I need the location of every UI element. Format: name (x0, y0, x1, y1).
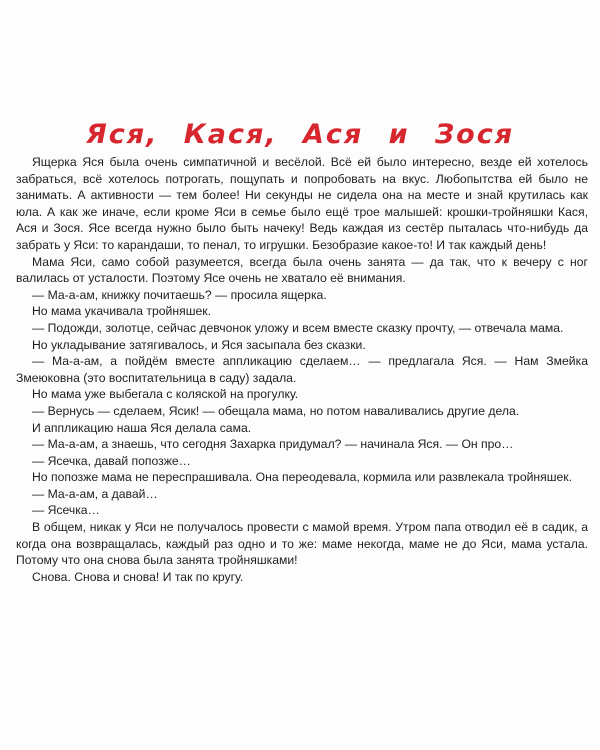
paragraph: Ящерка Яся была очень симпатичной и весёлой. Всё ей было интересно, везде ей хотелось забраться, всё хотелось потрогать, пощупать и попробовать на вкус. Любопытства ей было не занимать. А активности — тем более! Ни секунды не сидела она на месте и знай крутилась как юла. А как же иначе, если кроме Яси в семье было ещё трое малышей: крошки-тройняшки Кася, Ася и Зося. Ясе всегда нужно было быть начеку! Ведь каждая из сестёр пыталась что-нибудь да забрать у Яси: то карандаши, то пенал, то игрушки. Безобразие какое-то! И так каждый день! (16, 155, 588, 252)
dialogue-line: — Ма-а-ам, а давай… (32, 486, 158, 501)
dialogue-line: — Ма-а-ам, а знаешь, что сегодня Захарка придумал? — начинала Яся. — Он про… (32, 437, 514, 452)
paragraph: Снова. Снова и снова! И так по кругу. (32, 569, 244, 584)
dialogue-line: — Ма-а-ам, книжку почитаешь? — просила ящерка. (32, 287, 327, 302)
paragraph: Но попозже мама не переспрашивала. Она переодевала, кормила или развлекала тройняшек. (32, 470, 573, 485)
paragraph: В общем, никак у Яси не получалось провести с мамой время. Утром папа отводил её в садик, а когда она возвращалась, каждый раз одно и то же: маме некогда, маме не до Яси, мама устала. Потому что она снова была занята тройняшками! (16, 520, 588, 568)
dialogue-line: — Ясечка… (32, 503, 100, 518)
paragraph: И аппликацию наша Яся делала сама. (32, 420, 252, 435)
dialogue-line: — Вернусь — сделаем, Ясик! — обещала мама, но потом наваливались другие дела. (32, 403, 520, 418)
dialogue-line: — Ясечка, давай попозже… (32, 453, 191, 468)
story-title: Яся, Кася, Ася и Зося (85, 119, 515, 150)
paragraph: Мама Яси, само собой разумеется, всегда была очень занята — да так, что к вечеру с ног валилась от усталости. Поэтому Ясе очень не хватало её внимания. (16, 254, 588, 286)
paragraph: Но укладывание затягивалось, и Яся засыпала без сказки. (32, 337, 366, 352)
paragraph: Но мама укачивала тройняшек. (32, 304, 211, 319)
paragraph: Но мама уже выбегала с коляской на прогулку. (32, 387, 299, 402)
story-text (16, 154, 588, 585)
dialogue-line: — Ма-а-ам, а пойдём вместе аппликацию сделаем… — предлагала Яся. — Нам Змейка Змеюковна (это воспитательница в саду) задала. (16, 354, 588, 385)
dialogue-line: — Подожди, золотце, сейчас девчонок уложу и всем вместе сказку прочту, — отвечала мама. (32, 320, 564, 335)
